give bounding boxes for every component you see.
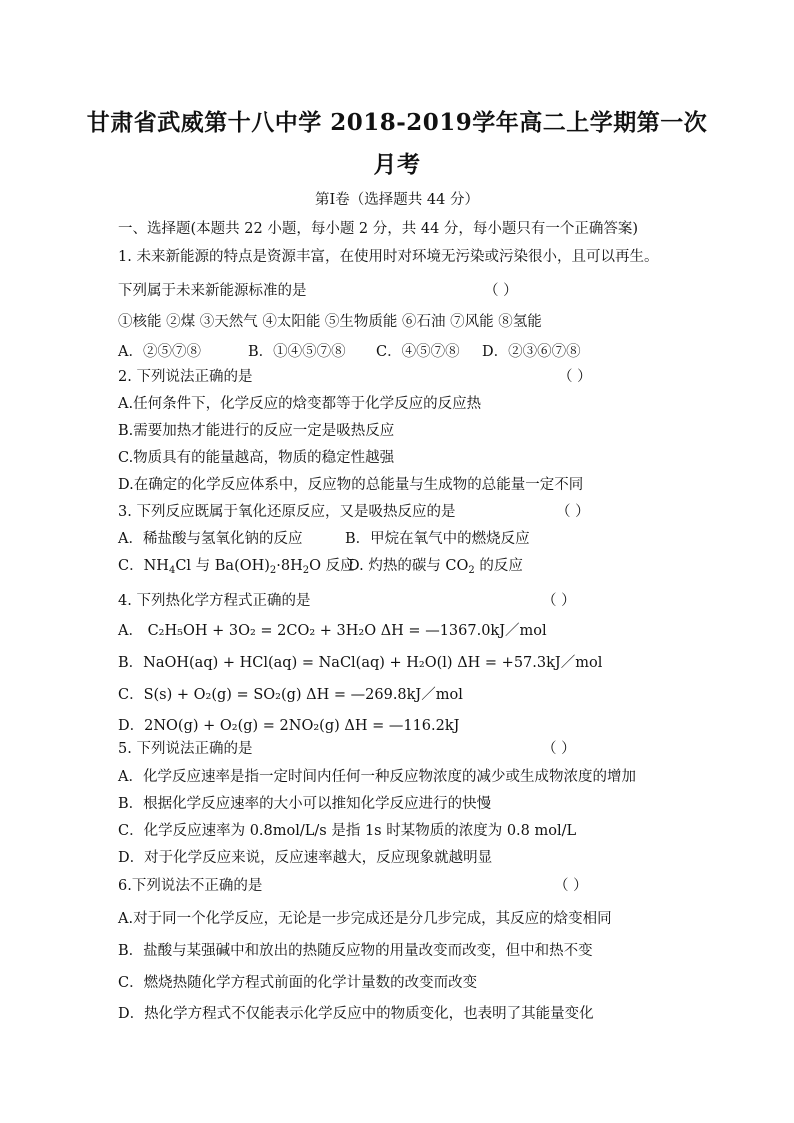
q2-stem: 2. 下列说法正确的是 [118,369,253,385]
q4-option-d: D．2NO(g) + O₂(g) = 2NO₂(g) ΔH = —116.2kJ [118,718,460,734]
q1-option-a: A．②⑤⑦⑧ [118,344,201,360]
q5-stem: 5. 下列说法正确的是 [118,741,253,757]
q6-option-b: B．盐酸与某强碱中和放出的热随反应物的用量改变而改变，但中和热不变 [118,943,593,959]
q1-stem-line1: 1. 未来新能源的特点是资源丰富，在使用时对环境无污染或污染很小，且可以再生。 [118,249,659,265]
q3-option-d: D. 灼热的碳与 $CO_2$ 的反应 [348,558,523,576]
q1-option-b: B．①④⑤⑦⑧ [248,344,346,360]
q1-items: ①核能 ②煤 ③天然气 ④太阳能 ⑤生物质能 ⑥石油 ⑦风能 ⑧氢能 [118,314,542,330]
q1-stem-line2: 下列属于未来新能源标准的是 [118,283,307,299]
q5-option-b: B．根据化学反应速率的大小可以推知化学反应进行的快慢 [118,796,492,812]
q4-option-a: A． C₂H₅OH + 3O₂ = 2CO₂ + 3H₂O ΔH = —1367.0kJ／mol [118,623,547,639]
q4-stem: 4. 下列热化学方程式正确的是 [118,593,311,609]
q3-stem: 3. 下列反应既属于氧化还原反应，又是吸热反应的是 [118,504,456,520]
q2-option-a: A.任何条件下，化学反应的焓变都等于化学反应的反应热 [118,396,482,412]
q1-option-d: D．②③⑥⑦⑧ [482,344,581,360]
q4-option-c: C．S(s) + O₂(g) = SO₂(g) ΔH = —269.8kJ／mol [118,687,463,703]
q2-option-c: C.物质具有的能量越高，物质的稳定性越强 [118,450,395,466]
q6-option-d: D．热化学方程式不仅能表示化学反应中的物质变化，也表明了其能量变化 [118,1006,594,1022]
q3-answer-blank: （ ） [556,504,590,520]
q5-option-d: D．对于化学反应来说，反应速率越大，反应现象就越明显 [118,850,493,866]
q6-answer-blank: （ ） [554,878,588,894]
q6-option-a: A.对于同一个化学反应，无论是一步完成还是分几步完成，其反应的焓变相同 [118,911,612,927]
q2-option-d: D.在确定的化学反应体系中，反应物的总能量与生成物的总能量一定不同 [118,477,584,493]
q3-option-c: C．$NH_4Cl$ 与 $Ba(OH)_2\cdot 8H_2O$ 反应 [118,558,355,576]
q1-answer-blank: （ ） [484,283,518,299]
exam-title-line1: 甘肃省武威第十八中学 2018-2019学年高二上学期第一次 [86,109,708,136]
q3-option-a: A．稀盐酸与氢氧化钠的反应 [118,531,303,547]
q4-option-b: B．NaOH(aq) + HCl(aq) = NaCl(aq) + H₂O(l) ΔH = +57.3kJ／mol [118,655,603,671]
q3-option-b: B．甲烷在氧气中的燃烧反应 [345,531,530,547]
exam-title-line2: 月考 [373,151,421,178]
q2-answer-blank: （ ） [558,369,592,385]
q6-option-c: C．燃烧热随化学方程式前面的化学计量数的改变而改变 [118,975,478,991]
q5-option-a: A．化学反应速率是指一定时间内任何一种反应物浓度的减少或生成物浓度的增加 [118,769,636,785]
q6-stem: 6.下列说法不正确的是 [118,878,263,894]
instructions: 一、选择题(本题共 22 小题，每小题 2 分，共 44 分，每小题只有一个正确答案) [118,221,639,237]
q5-option-c: C．化学反应速率为 0.8mol/L/s 是指 1s 时某物质的浓度为 0.8 mol/L [118,823,577,839]
section-heading: 第Ⅰ卷（选择题共 44 分） [315,192,479,208]
q2-option-b: B.需要加热才能进行的反应一定是吸热反应 [118,423,395,439]
q5-answer-blank: （ ） [542,741,576,757]
q1-option-c: C．④⑤⑦⑧ [376,344,460,360]
q4-answer-blank: （ ） [542,593,576,609]
